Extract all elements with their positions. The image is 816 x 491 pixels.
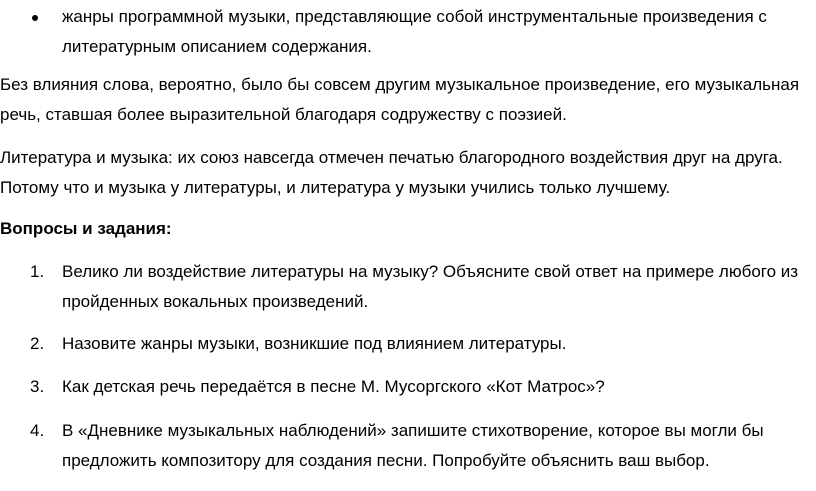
bullet-icon	[32, 15, 38, 21]
question-number: 4.	[30, 421, 45, 440]
question-number: 3.	[30, 377, 45, 396]
paragraph-1: Без влияния слова, вероятно, было бы совсем другим музыкальное произведение, его музыкальная речь, ставшая более выразительной благодаря содружеству с поэзией.	[0, 75, 800, 124]
section-heading: Вопросы и задания:	[0, 219, 172, 238]
question-text: Назовите жанры музыки, возникшие под влиянием литературы.	[62, 334, 567, 353]
bullet-text: жанры программной музыки, представляющие собой инструментальные произведения с литературным описанием содержания.	[62, 7, 767, 56]
question-text: Велико ли воздействие литературы на музыку? Объясните свой ответ на примере любого из пройденных вокальных произведений.	[62, 262, 799, 311]
question-number: 2.	[30, 334, 45, 353]
question-text: Как детская речь передаётся в песне М. Мусоргского «Кот Матрос»?	[62, 377, 605, 396]
question-text: В «Дневнике музыкальных наблюдений» запишите стихотворение, которое вы могли бы предложить композитору для создания песни. Попробуйте объяснить ваш выбор.	[62, 421, 764, 470]
paragraph-2: Литература и музыка: их союз навсегда отмечен печатью благородного воздействия друг на друга. Потому что и музыка у литературы, и литература у музыки учились только лучшему.	[0, 148, 783, 197]
question-number: 1.	[30, 262, 45, 281]
